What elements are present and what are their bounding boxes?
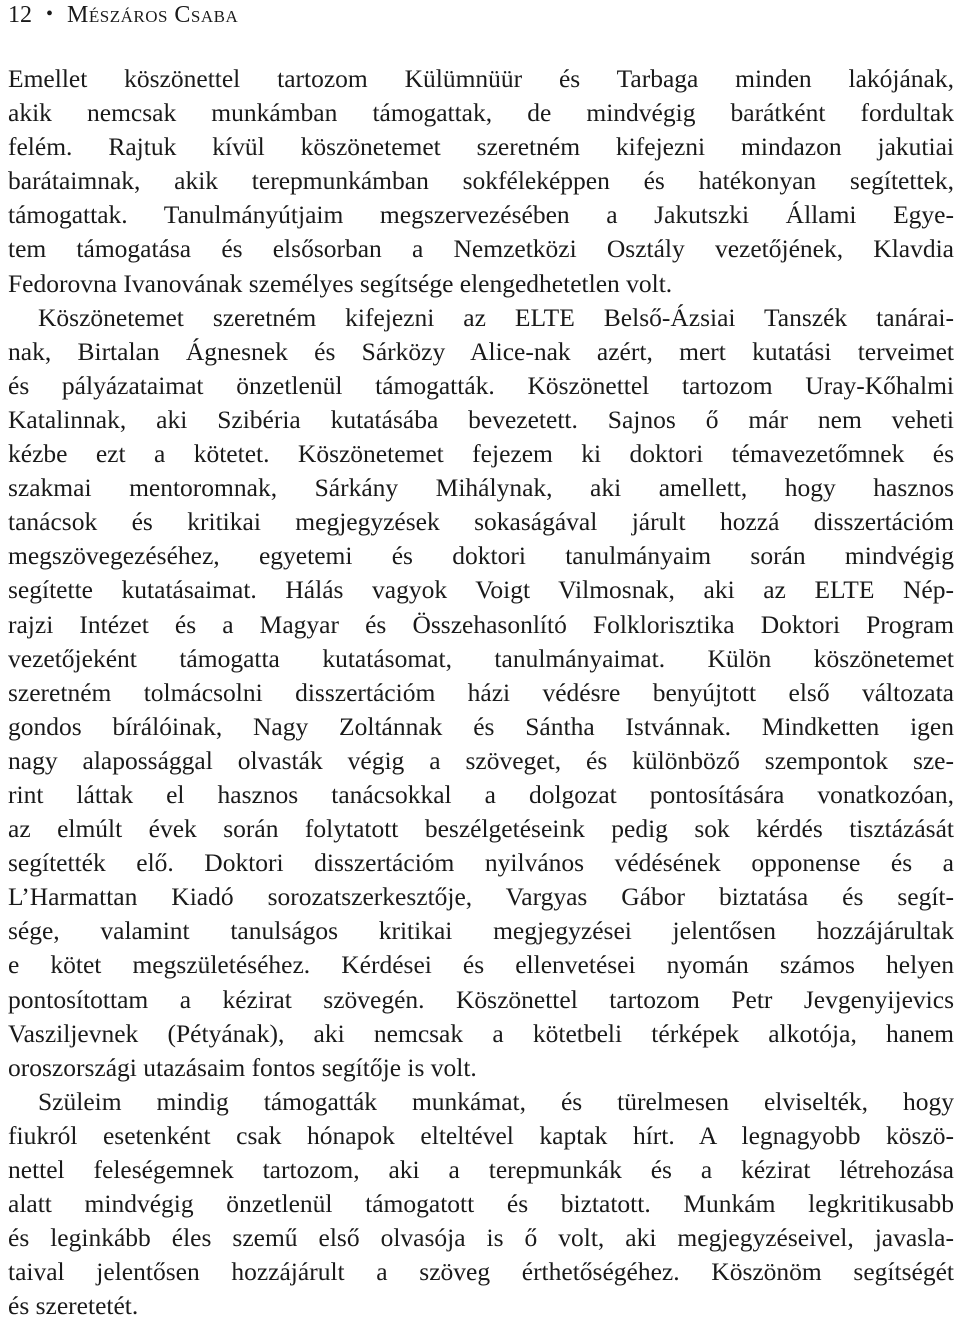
- running-head-author: Mészáros Csaba: [67, 2, 239, 28]
- text-line: és szeretetét.: [8, 1291, 139, 1321]
- text-line: segítette kutatásaimat. Hálás vagyok Voigt Vilmosnak, aki az ELTE Nép-: [8, 575, 954, 605]
- text-line: fiukról esetenként csak hónapok elteltével kaptak hírt. A legnagyobb köszö-: [8, 1120, 954, 1150]
- text-line: akik nemcsak munkámban támogattak, de mindvégig barátként fordultak: [8, 98, 954, 128]
- body-text: [8, 62, 954, 1323]
- text-line: pontosítottam a kézirat szövegén. Köszönettel tartozom Petr Jevgenyijevics: [8, 984, 954, 1014]
- text-line: sége, valamint tanulságos kritikai megjegyzései jelentősen hozzájárultak: [8, 916, 954, 946]
- text-line: felém. Rajtuk kívül köszönetemet szeretném kifejezni mindazon jakutiai: [8, 132, 954, 162]
- text-line: alatt mindvégig önzetlenül támogatott és biztatott. Munkám legkritikusabb: [8, 1189, 954, 1219]
- text-line: Fedorovna Ivanovának személyes segítsége elengedhetetlen volt.: [8, 268, 673, 298]
- text-line: tem támogatása és elsősorban a Nemzetközi Osztály vezetőjének, Klavdia: [8, 234, 954, 264]
- page-number: 12: [8, 2, 32, 28]
- paragraph: [8, 62, 954, 301]
- text-line: nettel feleségemnek tartozom, aki a terepmunkák és a kézirat létrehozása: [8, 1155, 954, 1184]
- text-line: rajzi Intézet és a Magyar és Összehasonlító Folklorisztika Doktori Program: [8, 609, 954, 639]
- text-line: kézbe ezt a kötetet. Köszönetemet fejezem ki doktori témavezetőmnek és: [8, 439, 954, 469]
- text-line: szeretném tolmácsolni disszertációm házi védésre benyújtott első változata: [8, 677, 954, 707]
- text-line: Vasziljevnek (Pétyának), aki nemcsak a kötetbeli térképek alkotója, hanem: [8, 1018, 954, 1048]
- paragraph: [8, 301, 954, 1085]
- text-line: gondos bírálóinak, Nagy Zoltánnak és Sántha Istvánnak. Mindketten igen: [8, 711, 954, 741]
- text-line: és leginkább éles szemű első olvasója is ő volt, aki megjegyzéseivel, javasla-: [8, 1223, 954, 1253]
- text-line: Emellet köszönettel tartozom Külümnüür és Tarbaga minden lakójának,: [8, 64, 954, 93]
- bullet-separator: •: [46, 3, 54, 25]
- paragraph: [8, 1085, 954, 1323]
- text-line: nak, Birtalan Ágnesnek és Sárközy Alice-nak azért, mert kutatási terveimet: [8, 336, 954, 366]
- text-line: az elmúlt évek során folytatott beszélgetéseink pedig sok kérdés tisztázását: [8, 814, 954, 844]
- text-line: vezetőjeként támogatta kutatásomat, tanulmányaimat. Külön köszönetemet: [8, 643, 954, 673]
- text-line: segítették elő. Doktori disszertációm nyilvános védésének opponense és a: [8, 848, 954, 878]
- text-line: rint láttak el hasznos tanácsokkal a dolgozat pontosítására vonatkozóan,: [8, 779, 954, 809]
- text-line: Szüleim mindig támogatták munkámat, és türelmesen elviselték, hogy: [38, 1086, 954, 1116]
- text-line: nagy alapossággal olvasták végig a szöveget, és különböző szempontok sze-: [8, 745, 954, 775]
- text-line: és pályázataimat önzetlenül támogatták. Köszönettel tartozom Uray-Kőhalmi: [8, 370, 954, 400]
- running-head: [8, 0, 238, 28]
- text-line: Katalinnak, aki Szibéria kutatásába bevezetett. Sajnos ő már nem veheti: [8, 404, 954, 434]
- text-line: oroszországi utazásaim fontos segítője is volt.: [8, 1052, 477, 1082]
- text-line: Köszönetemet szeretném kifejezni az ELTE Belső-Ázsiai Tanszék tanárai-: [38, 302, 954, 332]
- text-line: szakmai mentoromnak, Sárkány Mihálynak, aki amellett, hogy hasznos: [8, 473, 954, 503]
- text-line: L’Harmattan Kiadó sorozatszerkesztője, Vargyas Gábor biztatása és segít-: [8, 882, 954, 912]
- text-line: támogattak. Tanulmányútjaim megszervezésében a Jakutszki Állami Egye-: [8, 200, 954, 230]
- text-line: taival jelentősen hozzájárult a szöveg érthetőségéhez. Köszönöm segítségét: [8, 1257, 954, 1287]
- text-line: e kötet megszületéséhez. Kérdései és ellenvetései nyomán számos helyen: [8, 950, 954, 980]
- text-line: tanácsok és kritikai megjegyzések sokaságával járult hozzá disszertációm: [8, 507, 954, 537]
- text-line: megszövegezéséhez, egyetemi és doktori tanulmányaim során mindvégig: [8, 541, 954, 571]
- text-line: barátaimnak, akik terepmunkámban sokféleképpen és hatékonyan segítettek,: [8, 166, 954, 196]
